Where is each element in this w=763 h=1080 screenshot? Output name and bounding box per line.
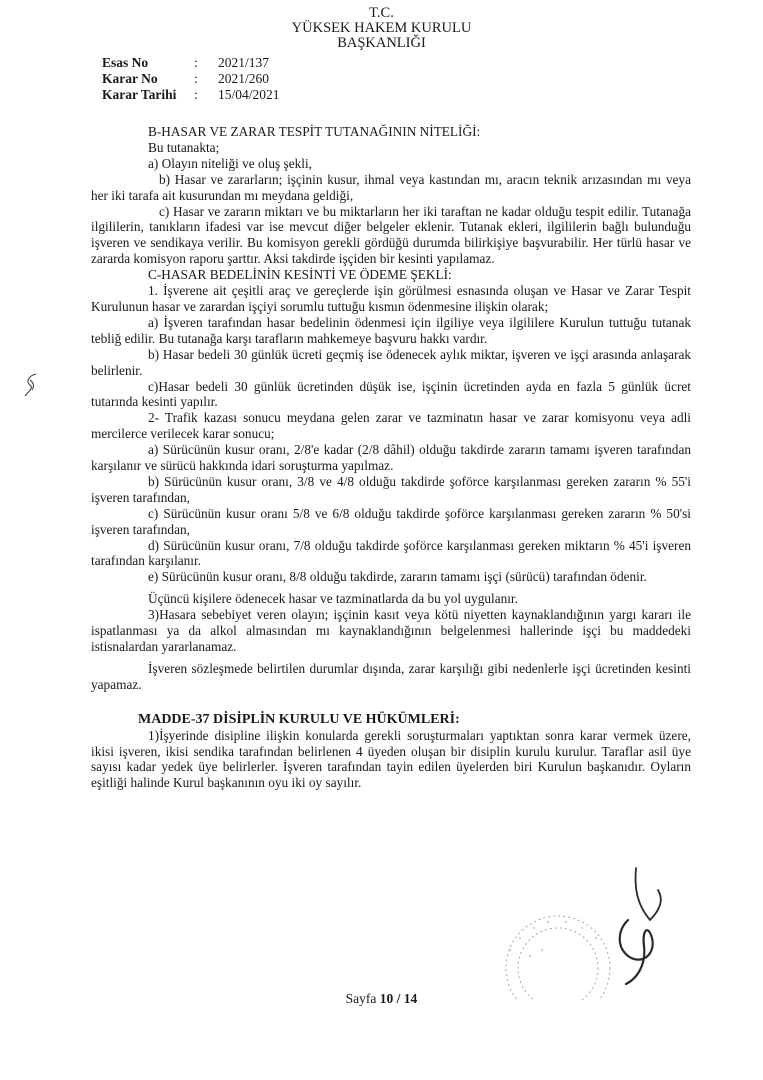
section-c-item-2e: e) Sürücünün kusur oranı, 8/8 olduğu takdirde, zararın tamamı işçi (sürücü) tarafından ödenir. xyxy=(148,569,647,585)
page-footer xyxy=(0,991,763,1007)
section-c-item-2b: b) Sürücünün kusur oranı, 3/8 ve 4/8 olduğu takdirde şoförce karşılanması gereken zararın % 55'i işveren tarafından, xyxy=(91,473,691,505)
tarih-row xyxy=(102,87,280,103)
header-institution: YÜKSEK HAKEM KURULU xyxy=(291,20,472,36)
page-number: 10 / 14 xyxy=(379,991,418,1006)
karar-colon: : xyxy=(194,71,198,86)
initial-mark-icon xyxy=(20,370,42,400)
section-b-heading: B-HASAR VE ZARAR TESPİT TUTANAĞININ NİTELİĞİ: xyxy=(148,124,481,139)
tarih-value: 15/04/2021 xyxy=(218,87,280,102)
esas-value: 2021/137 xyxy=(218,55,270,70)
esas-colon: : xyxy=(194,55,198,70)
tarih-label: Karar Tarihi xyxy=(102,87,177,102)
signature-icon xyxy=(598,860,673,990)
section-c-item-2a: a) Sürücünün kusur oranı, 2/8'e kadar (2/8 dâhil) olduğu takdirde zararın tamamı işveren tarafından karşılanır ve sürücü hakkında idari soruşturma yapılmaz. xyxy=(91,442,691,474)
header-tc: T.C. xyxy=(369,5,394,21)
document-body xyxy=(91,124,691,791)
section-c-paragraph-4: İşveren sözleşmede belirtilen durumlar dışında, zarar karşılığı gibi nedenlerle işçi ücretinden kesinti yapamaz. xyxy=(91,660,691,692)
header-office: BAŞKANLIĞI xyxy=(337,35,426,51)
section-b-item-c: c) Hasar ve zararın miktarı ve bu miktarların her iki taraftan ne kadar olduğu tespit edilir. Tutanağa ilgililerin, tanıkların ifadesi var ise mevcut diğer belgeler eklenir. Tutanak ekleri, ilgililerin bağlı bulunduğu işveren ve sendikaya verilir. Bu komisyon gerekli gördüğü durumda bilirkişiye başvurabilir. Her türlü hasar ve zararda komisyon raporu şarttır. Aksi takdirde işçiden bir kesinti yapılamaz. xyxy=(91,203,691,267)
section-c-paragraph-1: 1. İşverene ait çeşitli araç ve gereçlerde işin görülmesi esnasında oluşan ve Hasar ve Zarar Tespit Kurulunun hasar ve zarardan işçiyi sorumlu tuttuğu kısmın ödenmesine ilişkin olarak; xyxy=(91,283,691,314)
section-c-item-1a: a) İşveren tarafından hasar bedelinin ödenmesi için ilgiliye veya ilgililere Kurulun tuttuğu tutanak tebliğ edilir. Bu tutanağa karşı tarafların mahkemeye başvuru hakkı vardır. xyxy=(91,314,691,346)
section-b-intro: Bu tutanakta; xyxy=(148,139,220,155)
section-c-item-2d: d) Sürücünün kusur oranı, 7/8 olduğu takdirde şoförce karşılanması gereken miktarın % 45'i işveren tarafından karşılanır. xyxy=(91,537,691,569)
esas-row xyxy=(102,55,280,71)
section-b-item-b: b) Hasar ve zararların; işçinin kusur, ihmal veya kastından mı, aracın teknik arızasından mı veya her iki tarafa ait kusurundan mı meydana geldiği, xyxy=(91,171,691,203)
case-metadata xyxy=(102,55,280,103)
madde-37-heading: MADDE-37 DİSİPLİN KURULU VE HÜKÜMLERİ: xyxy=(138,711,460,727)
section-b-item-a: a) Olayın niteliği ve oluş şekli, xyxy=(148,155,312,171)
section-c-item-1b: b) Hasar bedeli 30 günlük ücreti geçmiş ise ödenecek aylık miktar, işveren ve işçi arasında anlaşarak belirlenir. xyxy=(91,346,691,378)
esas-label: Esas No xyxy=(102,55,149,70)
section-c-paragraph-2: 2- Trafik kazası sonucu meydana gelen zarar ve tazminatın hasar ve zarar komisyonu veya adli mercilerce verilecek karar sonucu; xyxy=(91,410,691,442)
section-c-third-parties: Üçüncü kişilere ödenecek hasar ve tazminatlarda da bu yol uygulanır. xyxy=(148,591,518,607)
section-c-item-2c: c) Sürücünün kusur oranı 5/8 ve 6/8 olduğu takdirde şoförce karşılanması gereken zararın % 50'si işveren tarafından, xyxy=(91,505,691,537)
page-label: Sayfa xyxy=(345,991,377,1006)
section-c-item-1c: c)Hasar bedeli 30 günlük ücretinden düşük ise, işçinin ücretinden ayda en fazla 5 günlük ücret tutarında kesinti yapılır. xyxy=(91,378,691,410)
section-c-paragraph-3: 3)Hasara sebebiyet veren olayın; işçinin kasıt veya kötü niyetten kaynaklandığının yargı kararı ile ispatlanması ya da alkol almasından mı kaynaklandığının belgelenmesi hallerinde işçi bu maddedeki istisnalardan yararlanamaz. xyxy=(91,607,691,654)
karar-row xyxy=(102,71,280,87)
karar-label: Karar No xyxy=(102,71,158,86)
karar-value: 2021/260 xyxy=(218,71,270,86)
tarih-colon: : xyxy=(194,87,198,102)
madde-37-paragraph-1: 1)İşyerinde disipline ilişkin konularda gerekli soruşturmaları yaptıktan sonra karar vermek üzere, ikisi işveren, ikisi sendika tarafından belirlenen 4 üyeden oluşan bir disiplin kurulu kurulur. Taraflar asil üye sayısı kadar yedek üye belirlerler. İşveren tarafından tayin edilen üyelerden biri Kurulun başkanıdır. Oyların eşitliği halinde Kurul başkanının oyu iki oy sayılır. xyxy=(91,727,691,791)
section-c-heading: C-HASAR BEDELİNİN KESİNTİ VE ÖDEME ŞEKLİ: xyxy=(148,267,452,283)
